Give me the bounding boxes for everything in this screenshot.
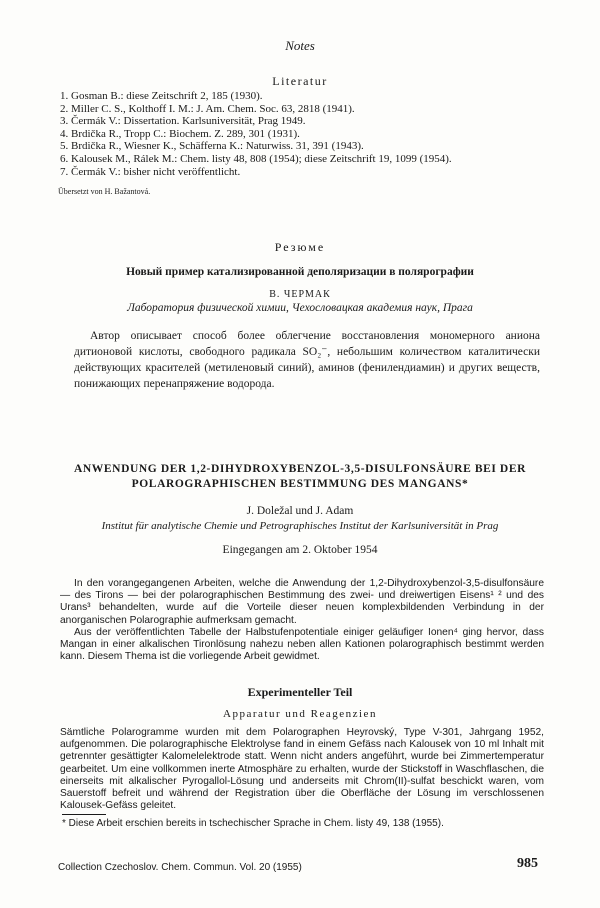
experimental-paragraph: Sämtliche Polarogramme wurden mit dem Polarographen Heyrovský, Type V-301, Jahrgang 1952, aufgenommen. Die polarographische Elektrolyse fand in einem Gefäss nach Kalousek von 10 ml Inhalt mit getrennter gesättigter Kalomelelektrode statt. Wenn nicht anders angeführt, wurde bei Zimmertemperatur gearbeitet. Um eine vollkommen inerte Atmosphäre zu erhalten, wurde der Stickstoff in Waschflaschen, die einerseits mit alkalischer Pyrogallol-Lösung und anderseits mit Chrom(II)-sulfat beschickt waren, vom Sauerstoff befreit und während der Registration über die Oberfläche der Lösung im verschlossenen Kalousek-Gefäss geleitet. [60, 727, 544, 812]
reference-item: 2. Miller C. S., Kolthoff I. M.: J. Am. Chem. Soc. 63, 2818 (1941). [60, 102, 355, 115]
article-affiliation: Institut für analytische Chemie und Petrographisches Institut der Karlsuniversität in Prag [101, 520, 499, 532]
experimental-body [60, 727, 544, 812]
article-authors: J. Doležal und J. Adam [246, 505, 354, 517]
subsection-heading: Apparatur und Reagenzien [223, 708, 377, 720]
introduction [60, 578, 544, 663]
resume-author: В. ЧЕРМАК [269, 289, 331, 300]
resume-heading: Новый пример катализированной деполяризации в полярографии [126, 266, 474, 278]
article-title: ANWENDUNG DER 1,2-DIHYDROXYBENZOL-3,5-DISULFONSÄURE BEI DER POLAROGRAPHISCHEN BESTIMMUNG DES MANGANS* [74, 463, 526, 490]
literature-title: Literatur [272, 74, 328, 88]
reference-item: 6. Kalousek M., Rálek M.: Chem. listy 48, 808 (1954); diese Zeitschrift 19, 1099 (1954). [60, 152, 452, 165]
reference-list [60, 90, 560, 178]
resume-paragraph: Автор описывает способ более облегчение восстановления мономерного аниона дитионовой кислоты, свободного радикала SO₂⁻, небольшим количеством каталитически действующих красителей (метиленовый синий), аминов (фенилендиамин) и других веществ, понижающих перенапряжение водорода. [74, 330, 540, 390]
reference-item: 5. Brdička R., Wiesner K., Schäfferna K.: Naturwiss. 31, 391 (1943). [60, 140, 364, 153]
journal-citation: Collection Czechoslov. Chem. Commun. Vol. 20 (1955) [58, 862, 302, 873]
reference-item: 4. Brdička R., Tropp C.: Biochem. Z. 289, 301 (1931). [60, 127, 300, 140]
footnote-rule [62, 814, 106, 815]
resume-affiliation: Лаборатория физической химии, Чехословацкая академия наук, Прага [127, 302, 473, 314]
running-head: Notes [285, 38, 315, 53]
intro-paragraph: In den vorangegangenen Arbeiten, welche die Anwendung der 1,2-Dihydroxybenzol-3,5-disulfonsäure — des Tirons — bei der polarographischen Bestimmung des zwei- und dreiwertigen Eisens¹ ² und des Urans³ behandelten, wurde auf die Vorteile dieser neuen komplexbildenden Verbindung in der anorganischen Polarographie aufmerksam gemacht. [60, 578, 544, 626]
reference-item: 1. Gosman B.: diese Zeitschrift 2, 185 (1930). [60, 90, 263, 102]
resume-title: Резюме [274, 240, 326, 254]
footnote: * Diese Arbeit erschien bereits in tschechischer Sprache in Chem. listy 49, 138 (1955). [62, 818, 444, 829]
reference-item: 7. Čermák V.: bisher nicht veröffentlicht. [60, 165, 241, 178]
translator-note: Übersetzt von H. Bažantová. [58, 187, 151, 196]
page-number: 985 [517, 856, 538, 871]
section-heading: Experimenteller Teil [247, 685, 353, 699]
intro-paragraph: Aus der veröffentlichten Tabelle der Halbstufenpotentiale einiger geläufiger Ionen⁴ ging hervor, dass Mangan in einer alkalischen Tironlösung nahezu neben allen Kationen polarographisch bestimmt werden kann. Diesem Thema ist die vorliegende Arbeit gewidmet. [60, 626, 544, 663]
received-date: Eingegangen am 2. Oktober 1954 [222, 544, 378, 556]
reference-item: 3. Čermák V.: Dissertation. Karlsuniversität, Prag 1949. [60, 115, 306, 128]
resume-body [74, 328, 540, 392]
